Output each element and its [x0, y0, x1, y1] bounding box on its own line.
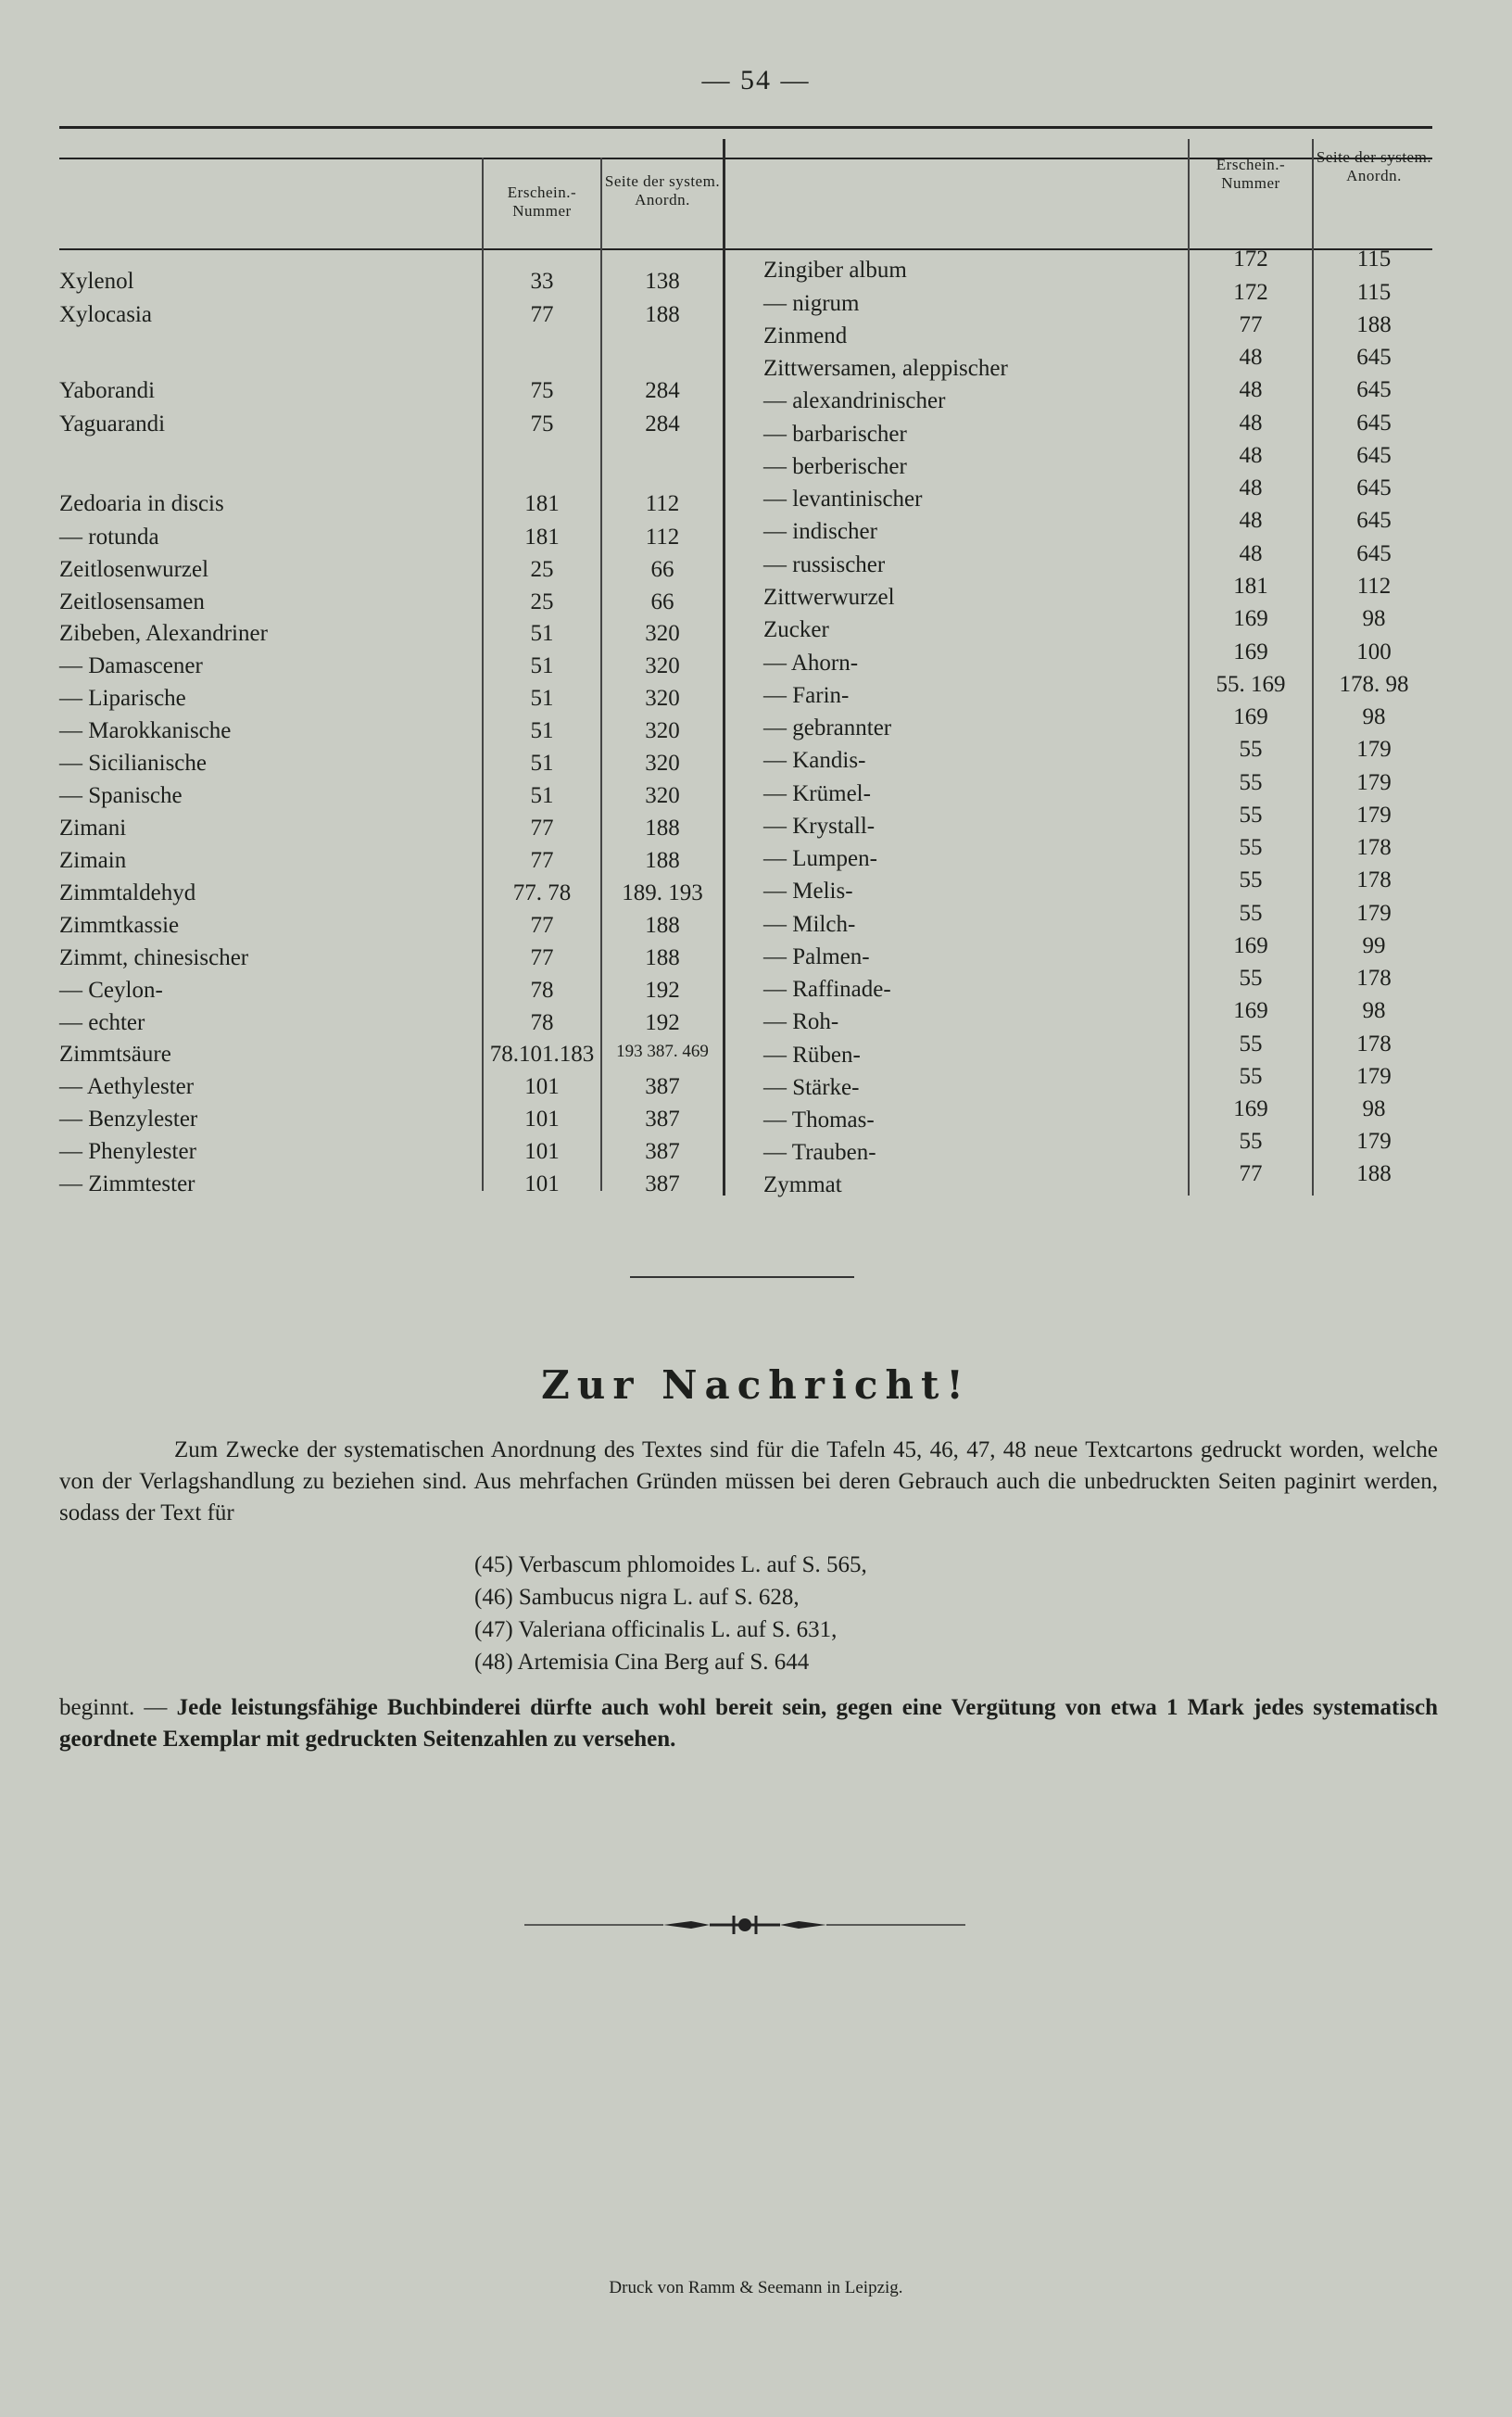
printer-imprint: Druck von Ramm & Seemann in Leipzig.	[609, 2278, 903, 2297]
right-entry-name: Zittwerwurzel	[763, 585, 895, 610]
left-entry-page: 387	[645, 1074, 680, 1099]
right-entry-page: 178	[1356, 867, 1392, 892]
right-entry-page: 178	[1356, 835, 1392, 860]
right-entry-page: 645	[1356, 411, 1392, 436]
left-entry-number: 101	[524, 1107, 560, 1132]
left-entry-page: 320	[645, 751, 680, 776]
header-page-left: Seite der system. Anordn.	[604, 172, 721, 209]
left-entry-number: 25	[530, 589, 554, 614]
right-entry-name: Zymmat	[763, 1172, 842, 1197]
header-number-right: Erschein.- Nummer	[1216, 156, 1286, 192]
left-entry-page: 284	[645, 411, 680, 437]
right-entry-page: 115	[1356, 247, 1392, 272]
right-entry-name: — Krystall-	[763, 814, 876, 839]
notice-title: Zur Nachricht!	[541, 1362, 971, 1408]
left-entry-number: 78	[530, 1010, 554, 1035]
left-entry-name: Zeitlosensamen	[59, 589, 205, 614]
right-entry-name: — Rüben-	[763, 1043, 861, 1068]
table-top-rule	[59, 126, 1432, 129]
left-entry-page: 188	[645, 945, 680, 970]
left-entry-name: Zimmtkassie	[59, 913, 180, 938]
left-entry-page: 193 387. 469	[616, 1042, 709, 1061]
right-entry-name: — Farin-	[763, 683, 850, 708]
left-entry-number: 77	[530, 848, 554, 873]
right-entry-name: Zucker	[763, 617, 829, 642]
right-entry-number: 181	[1233, 574, 1268, 599]
table-center-rule	[723, 139, 725, 1196]
left-entry-number: 181	[524, 525, 560, 550]
right-entry-name: — Lumpen-	[763, 846, 877, 871]
left-entry-name: — Sicilianische	[59, 751, 207, 776]
header-page-right: Seite der system. Anordn.	[1316, 148, 1432, 184]
right-entry-name: — Ahorn-	[763, 651, 859, 676]
right-entry-page: 645	[1356, 377, 1392, 402]
right-entry-name: Zittwersamen, aleppischer	[763, 356, 1008, 381]
left-entry-name: Yaguarandi	[59, 411, 166, 437]
right-entry-page: 98	[1362, 1096, 1386, 1121]
left-entry-name: — Aethylester	[59, 1074, 195, 1099]
left-entry-name: Zimmt, chinesischer	[59, 945, 249, 970]
right-entry-number: 55	[1239, 835, 1263, 860]
right-entry-name: — levantinischer	[763, 487, 923, 512]
right-entry-page: 188	[1356, 312, 1392, 337]
right-entry-page: 178	[1356, 966, 1392, 991]
left-entry-name: Zimmtsäure	[59, 1042, 171, 1067]
right-entry-page: 645	[1356, 541, 1392, 566]
left-entry-number: 101	[524, 1074, 560, 1099]
left-entry-name: Zimain	[59, 848, 127, 873]
right-entry-page: 645	[1356, 475, 1392, 500]
left-entry-name: Zibeben, Alexandriner	[59, 621, 268, 646]
left-entry-name: — Spanische	[59, 783, 183, 808]
left-entry-name: — Zimmtester	[59, 1171, 195, 1196]
left-entry-page: 192	[645, 1010, 680, 1035]
left-entry-name: Yaborandi	[59, 378, 156, 403]
right-entry-page: 178	[1356, 1031, 1392, 1057]
left-entry-number: 75	[530, 378, 554, 403]
right-entry-number: 172	[1233, 280, 1268, 305]
right-entry-page: 179	[1356, 901, 1392, 926]
right-entry-name: Zinmend	[763, 323, 848, 348]
right-entry-number: 48	[1239, 541, 1263, 566]
right-entry-number: 48	[1239, 508, 1263, 533]
right-entry-number: 172	[1233, 247, 1268, 272]
left-entry-name: — Phenylester	[59, 1139, 196, 1164]
left-entry-number: 77	[530, 816, 554, 841]
right-entry-number: 55	[1239, 1064, 1263, 1089]
right-entry-name: — Palmen-	[763, 944, 870, 969]
left-entry-page: 387	[645, 1107, 680, 1132]
right-entry-number: 169	[1233, 1096, 1268, 1121]
left-entry-page: 188	[645, 302, 680, 327]
right-entry-name: — Thomas-	[763, 1107, 875, 1133]
right-entry-number: 169	[1233, 704, 1268, 729]
left-entry-name: — Marokkanische	[59, 718, 232, 743]
right-entry-page: 178. 98	[1339, 672, 1409, 697]
ornament-divider	[524, 1911, 965, 1939]
right-entry-name: — barbarischer	[763, 422, 907, 447]
right-entry-page: 179	[1356, 737, 1392, 762]
right-entry-number: 55	[1239, 803, 1263, 828]
right-entry-page: 99	[1362, 933, 1386, 958]
left-entry-number: 78	[530, 978, 554, 1003]
notice-paragraph: Zum Zwecke der systematischen Anordnung des Textes sind für die Tafeln 45, 46, 47, 48 neue Textcartons gedruckt worden, welche von der Verlagshandlung zu beziehen sind. Aus mehrfachen Gründen müssen bei deren Gebrauch auch die unbedruckten Seiten paginirt werden, sodass der Text für	[59, 1437, 1438, 1525]
right-entry-name: — Kandis-	[763, 748, 866, 773]
right-entry-name: — Krümel-	[763, 781, 871, 806]
right-entry-page: 645	[1356, 508, 1392, 533]
left-entry-name: — rotunda	[59, 525, 159, 550]
right-entry-name: — indischer	[763, 519, 877, 544]
left-entry-name: — Liparische	[59, 686, 186, 711]
left-entry-number: 77. 78	[512, 880, 572, 905]
notice-item: (47) Valeriana officinalis L. auf S. 631,	[474, 1617, 838, 1642]
left-entry-number: 75	[530, 411, 554, 437]
right-entry-page: 179	[1356, 1129, 1392, 1154]
right-entry-page: 112	[1356, 574, 1392, 599]
left-entry-page: 387	[645, 1171, 680, 1196]
left-entry-number: 25	[530, 557, 554, 582]
left-entry-page: 112	[645, 491, 680, 516]
left-entry-name: Xylocasia	[59, 302, 152, 327]
right-entry-page: 188	[1356, 1161, 1392, 1186]
left-entry-number: 51	[530, 653, 554, 678]
left-entry-number: 51	[530, 686, 554, 711]
right-entry-page: 115	[1356, 280, 1392, 305]
right-entry-name: — russischer	[763, 552, 886, 577]
right-entry-number: 48	[1239, 443, 1263, 468]
left-entry-page: 138	[645, 269, 680, 294]
left-entry-name: Zedoaria in discis	[59, 491, 224, 516]
left-entry-page: 188	[645, 848, 680, 873]
notice-item: (46) Sambucus nigra L. auf S. 628,	[474, 1585, 800, 1610]
closing-start: beginnt. —	[59, 1695, 168, 1720]
left-entry-name: Zimani	[59, 816, 127, 841]
left-entry-page: 189. 193	[622, 880, 703, 905]
right-entry-number: 48	[1239, 377, 1263, 402]
right-entry-name: — alexandrinischer	[763, 388, 946, 413]
right-entry-number: 48	[1239, 411, 1263, 436]
left-entry-number: 101	[524, 1139, 560, 1164]
right-entry-number: 169	[1233, 933, 1268, 958]
left-entry-number: 181	[524, 491, 560, 516]
right-entry-name: — Melis-	[763, 879, 853, 904]
section-divider	[630, 1276, 854, 1278]
left-entry-number: 77	[530, 913, 554, 938]
right-entry-name: — Milch-	[763, 912, 856, 937]
right-entry-name: — berberischer	[763, 454, 907, 479]
left-entry-page: 188	[645, 816, 680, 841]
right-entry-name: — Raffinade-	[763, 977, 891, 1002]
right-entry-page: 179	[1356, 770, 1392, 795]
left-entry-number: 51	[530, 751, 554, 776]
right-entry-name: — Trauben-	[763, 1140, 876, 1165]
right-entry-number: 169	[1233, 606, 1268, 631]
right-entry-number: 48	[1239, 345, 1263, 370]
right-entry-number: 55	[1239, 737, 1263, 762]
right-entry-page: 645	[1356, 443, 1392, 468]
right-entry-page: 98	[1362, 998, 1386, 1023]
right-entry-number: 55	[1239, 867, 1263, 892]
right-entry-number: 169	[1233, 639, 1268, 664]
left-entry-name: — Ceylon-	[59, 978, 163, 1003]
right-entry-number: 55	[1239, 770, 1263, 795]
left-entry-page: 66	[650, 557, 674, 582]
left-entry-number: 78.101.183	[489, 1042, 595, 1067]
left-entry-page: 320	[645, 621, 680, 646]
right-entry-number: 55	[1239, 966, 1263, 991]
left-entry-name: — Benzylester	[59, 1107, 198, 1132]
left-entry-name: Zimmtaldehyd	[59, 880, 196, 905]
left-entry-page: 320	[645, 718, 680, 743]
right-entry-name: — nigrum	[763, 291, 860, 316]
right-entry-page: 179	[1356, 1064, 1392, 1089]
left-entry-page: 387	[645, 1139, 680, 1164]
left-entry-number: 101	[524, 1171, 560, 1196]
left-entry-name: — Damascener	[59, 653, 203, 678]
left-entry-page: 188	[645, 913, 680, 938]
left-entry-number: 77	[530, 302, 554, 327]
left-entry-page: 320	[645, 783, 680, 808]
right-entry-page: 98	[1362, 704, 1386, 729]
right-entry-number: 77	[1239, 312, 1263, 337]
right-entry-name: — Roh-	[763, 1009, 839, 1034]
left-entry-page: 112	[645, 525, 680, 550]
left-entry-page: 66	[650, 589, 674, 614]
right-entry-name: Zingiber album	[763, 258, 907, 283]
left-entry-number: 33	[530, 269, 554, 294]
left-entry-number: 51	[530, 621, 554, 646]
left-entry-name: — echter	[59, 1010, 145, 1035]
right-entry-page: 179	[1356, 803, 1392, 828]
left-entry-page: 192	[645, 978, 680, 1003]
right-entry-number: 77	[1239, 1161, 1263, 1186]
right-entry-number: 55	[1239, 901, 1263, 926]
left-entry-page: 320	[645, 686, 680, 711]
notice-closing	[59, 1692, 1438, 1755]
right-entry-page: 100	[1356, 639, 1392, 664]
right-entry-name: — gebrannter	[763, 715, 892, 740]
left-entry-number: 77	[530, 945, 554, 970]
right-entry-number: 48	[1239, 475, 1263, 500]
left-entry-page: 320	[645, 653, 680, 678]
notice-item: (45) Verbascum phlomoides L. auf S. 565,	[474, 1552, 867, 1577]
right-entry-page: 98	[1362, 606, 1386, 631]
closing-bold: Jede leistungsfähige Buchbinderei dürfte auch wohl bereit sein, gegen eine Vergütung von etwa 1 Mark jedes systematisch geordnete Exemplar mit gedruckten Seitenzahlen zu versehen.	[59, 1695, 1438, 1752]
right-entry-number: 55	[1239, 1031, 1263, 1057]
left-entry-number: 51	[530, 718, 554, 743]
right-entry-number: 169	[1233, 998, 1268, 1023]
left-entry-page: 284	[645, 378, 680, 403]
left-entry-name: Zeitlosenwurzel	[59, 557, 209, 582]
header-number-left: Erschein.- Nummer	[507, 183, 577, 220]
page-number: — 54 —	[701, 65, 811, 95]
left-entry-name: Xylenol	[59, 269, 134, 294]
right-entry-name: — Stärke-	[763, 1075, 860, 1100]
right-entry-number: 55. 169	[1216, 672, 1286, 697]
right-entry-page: 645	[1356, 345, 1392, 370]
right-entry-number: 55	[1239, 1129, 1263, 1154]
left-entry-number: 51	[530, 783, 554, 808]
notice-item: (48) Artemisia Cina Berg auf S. 644	[474, 1650, 810, 1675]
